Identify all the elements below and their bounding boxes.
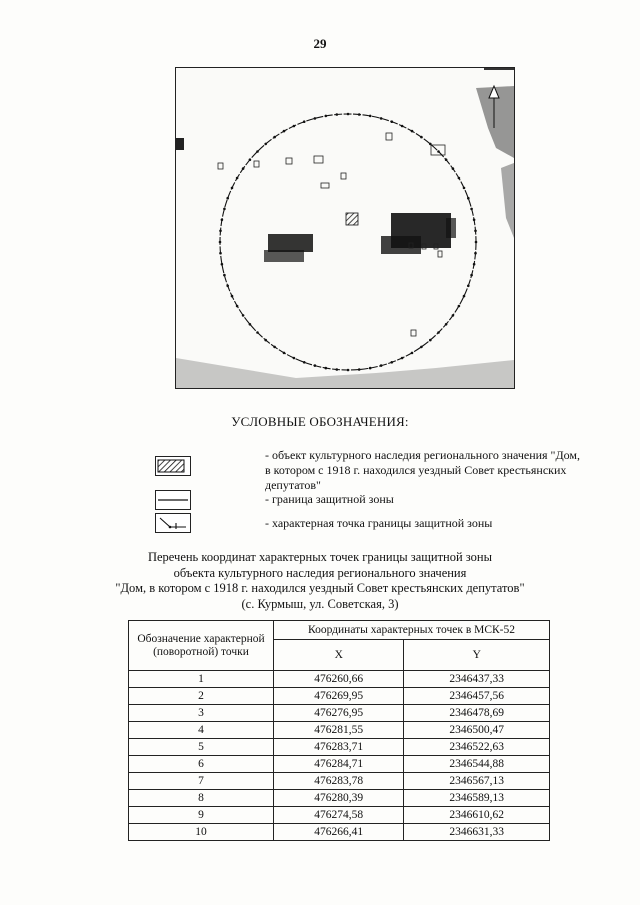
boundary-point — [358, 113, 361, 116]
table-row — [129, 807, 550, 824]
cell-n: 1 — [129, 671, 274, 688]
boundary-point — [219, 230, 222, 233]
boundary-point — [221, 219, 224, 222]
table-row — [129, 790, 550, 807]
boundary-point — [474, 252, 477, 255]
boundary-point — [391, 361, 394, 364]
cell-n: 5 — [129, 739, 274, 756]
boundary-point — [358, 368, 361, 371]
boundary-point — [473, 263, 476, 266]
table-row — [129, 671, 550, 688]
boundary-point — [458, 177, 461, 180]
table-row — [129, 824, 550, 841]
boundary-point — [445, 158, 448, 161]
boundary-point — [223, 208, 226, 211]
cell-x: 476281,55 — [274, 722, 404, 739]
cell-y: 2346610,62 — [404, 807, 550, 824]
cell-x: 476276,95 — [274, 705, 404, 722]
cell-n: 8 — [129, 790, 274, 807]
cell-n: 6 — [129, 756, 274, 773]
boundary-point — [256, 331, 259, 334]
boundary-point — [452, 314, 455, 317]
boundary-point — [429, 143, 432, 146]
cell-y: 2346589,13 — [404, 790, 550, 807]
cell-n: 3 — [129, 705, 274, 722]
boundary-point — [264, 143, 267, 146]
boundary-point — [437, 331, 440, 334]
boundary-point — [336, 113, 339, 116]
cell-x: 476269,95 — [274, 688, 404, 705]
cell-x: 476280,39 — [274, 790, 404, 807]
boundary-point — [429, 339, 432, 342]
boundary-point — [226, 285, 229, 288]
legend-text-point: - характерная точка границы защитной зоны — [265, 516, 493, 530]
boundary-point — [242, 314, 245, 317]
boundary-point — [401, 357, 404, 360]
boundary-point — [474, 230, 477, 233]
boundary-point — [463, 187, 466, 190]
table-row — [129, 722, 550, 739]
legend-title: УСЛОВНЫЕ ОБОЗНАЧЕНИЯ: — [231, 414, 409, 429]
boundary-point — [470, 208, 473, 211]
cell-y: 2346567,13 — [404, 773, 550, 790]
boundary-point — [437, 150, 440, 153]
table-row — [129, 688, 550, 705]
boundary-point — [283, 352, 286, 355]
boundary-point — [347, 113, 350, 116]
boundary-point — [325, 115, 328, 118]
list-title-line-3: "Дом, в котором с 1918 г. находился уездный Совет крестьянских депутатов" — [115, 581, 525, 595]
boundary-point — [475, 241, 478, 244]
boundary-point — [347, 369, 350, 372]
header-coords: Координаты характерных точек в МСК-52 — [274, 621, 550, 640]
site-map — [175, 67, 515, 389]
cell-x: 476283,78 — [274, 773, 404, 790]
coordinates-list-title — [0, 550, 640, 612]
boundary-point — [314, 364, 317, 367]
header-point: Обозначение характерной (поворотной) точки — [129, 621, 274, 671]
legend-item-point — [0, 513, 640, 543]
boundary-point — [336, 368, 339, 371]
boundary-point — [219, 241, 222, 244]
boundary-point — [470, 274, 473, 277]
boundary-point — [380, 364, 383, 367]
coordinates-table — [128, 620, 550, 841]
boundary-point — [226, 197, 229, 200]
list-title-line-4: (с. Курмыш, ул. Советская, 3) — [241, 596, 399, 611]
boundary-point — [256, 150, 259, 153]
boundary-point — [293, 357, 296, 360]
cell-x: 476284,71 — [274, 756, 404, 773]
cell-x: 476266,41 — [274, 824, 404, 841]
map-noise — [176, 68, 514, 388]
cell-n: 10 — [129, 824, 274, 841]
boundary-point — [221, 263, 224, 266]
boundary-point — [467, 197, 470, 200]
table-row — [129, 705, 550, 722]
header-x: X — [274, 640, 404, 671]
table-row — [129, 756, 550, 773]
boundary-point — [463, 295, 466, 298]
boundary-point — [249, 158, 252, 161]
boundary-point — [231, 187, 234, 190]
point-symbol-icon — [155, 513, 191, 533]
boundary-point — [458, 305, 461, 308]
cell-y: 2346457,56 — [404, 688, 550, 705]
legend-text-boundary: - граница защитной зоны — [265, 492, 394, 506]
header-y: Y — [404, 640, 550, 671]
map-drawing — [176, 68, 514, 388]
table-row — [129, 739, 550, 756]
boundary-point — [420, 346, 423, 349]
table-row — [129, 773, 550, 790]
boundary-point — [411, 352, 414, 355]
boundary-point — [249, 323, 252, 326]
cell-x: 476283,71 — [274, 739, 404, 756]
boundary-point — [380, 117, 383, 120]
boundary-point — [273, 346, 276, 349]
boundary-point — [219, 252, 222, 255]
cell-x: 476260,66 — [274, 671, 404, 688]
boundary-point — [303, 361, 306, 364]
boundary-point — [283, 130, 286, 133]
hatched-symbol-icon — [155, 456, 191, 476]
cell-x: 476274,58 — [274, 807, 404, 824]
list-title-line-2: объекта культурного наследия регионального значения — [173, 565, 467, 580]
boundary-point — [391, 120, 394, 123]
cell-y: 2346631,33 — [404, 824, 550, 841]
boundary-point — [236, 177, 239, 180]
boundary-point — [473, 219, 476, 222]
cell-n: 2 — [129, 688, 274, 705]
boundary-point — [467, 285, 470, 288]
boundary-point — [369, 115, 372, 118]
cell-y: 2346522,63 — [404, 739, 550, 756]
cell-y: 2346544,88 — [404, 756, 550, 773]
list-title-line-1: Перечень координат характерных точек границы защитной зоны — [147, 550, 493, 564]
boundary-point — [452, 167, 455, 170]
built-area — [264, 213, 456, 262]
coordinates-table-body — [129, 671, 550, 841]
cell-n: 7 — [129, 773, 274, 790]
boundary-point — [411, 130, 414, 133]
boundary-point — [273, 136, 276, 139]
boundary-point — [401, 125, 404, 128]
boundary-point — [293, 125, 296, 128]
boundary-point — [314, 117, 317, 120]
boundary-point — [242, 167, 245, 170]
boundary-point — [325, 367, 328, 370]
legend-item-heritage — [0, 448, 640, 492]
page-number: 29 — [313, 36, 327, 51]
cell-y: 2346500,47 — [404, 722, 550, 739]
boundary-point — [236, 305, 239, 308]
heritage-object — [346, 213, 358, 225]
boundary-point — [264, 339, 267, 342]
boundary-point — [223, 274, 226, 277]
boundary-point — [369, 367, 372, 370]
boundary-point — [420, 136, 423, 139]
cell-n: 9 — [129, 807, 274, 824]
legend-text-heritage: - объект культурного наследия регионального значения "Дом, в котором с 1918 г. находился уездный Совет крестьянских депутатов" — [265, 448, 581, 492]
cell-y: 2346478,69 — [404, 705, 550, 722]
cell-y: 2346437,33 — [404, 671, 550, 688]
boundary-point — [231, 295, 234, 298]
boundary-point — [303, 120, 306, 123]
boundary-symbol-icon — [155, 490, 191, 510]
boundary-point — [445, 323, 448, 326]
cell-n: 4 — [129, 722, 274, 739]
